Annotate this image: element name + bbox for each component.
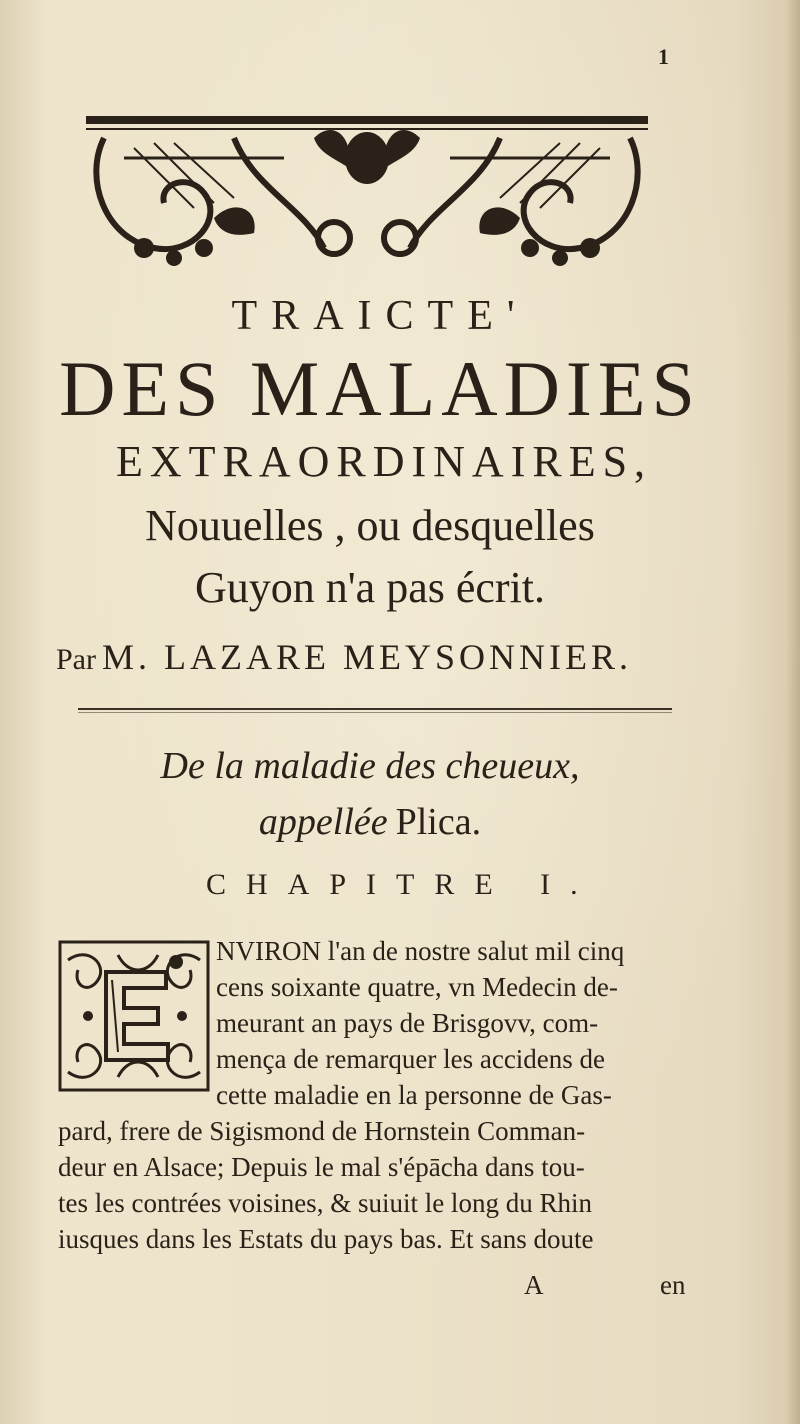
divider-rule	[78, 708, 672, 710]
decorated-initial-e-icon	[58, 940, 210, 1092]
body-line-1: NVIRON l'an de nostre salut mil cinq	[216, 936, 625, 966]
ornamental-headpiece	[84, 98, 650, 274]
section-heading-appellee: appellée	[258, 801, 388, 843]
section-heading: De la maladie des cheueux,	[160, 745, 580, 787]
section-heading-plica: Plica.	[395, 801, 482, 843]
body-line-9: iusques dans les Estats du pays bas. Et sans doute	[58, 1224, 594, 1254]
author-name: M. LAZARE MEYSONNIER.	[102, 637, 632, 677]
page-number: 1	[658, 44, 669, 69]
title-line-traicte: TRAICTE'	[231, 293, 529, 339]
body-line-8: tes les contrées voisines, & suiuit le long du Rhin	[58, 1188, 592, 1218]
title-line-des-maladies: DES MALADIES	[59, 345, 701, 432]
author-prefix: Par	[56, 643, 96, 676]
body-line-6: pard, frere de Sigismond de Hornstein Comman-	[58, 1116, 586, 1146]
body-line-7: deur en Alsace; Depuis le mal s'épācha dans tou-	[58, 1152, 585, 1182]
body-line-4: mença de remarquer les accidens de	[216, 1044, 606, 1074]
body-line-3: meurant an pays de Brisgovv, com-	[216, 1008, 599, 1038]
title-line-nouuelles: Nouuelles , ou desquelles	[145, 501, 595, 550]
chapter-heading: CHAPITRE I.	[206, 868, 598, 901]
signature-mark: A	[524, 1270, 544, 1300]
body-line-5: cette maladie en la personne de Gas-	[216, 1080, 612, 1110]
page-edge	[786, 0, 800, 1424]
title-line-extraordinaires: EXTRAORDINAIRES,	[115, 437, 653, 486]
divider-rule-thin	[78, 712, 672, 713]
body-line-2: cens soixante quatre, vn Medecin de-	[216, 972, 618, 1002]
title-line-guyon: Guyon n'a pas écrit.	[194, 563, 546, 612]
section-heading-line2	[0, 800, 740, 844]
catchword: en	[660, 1270, 686, 1300]
author-line	[56, 636, 632, 678]
